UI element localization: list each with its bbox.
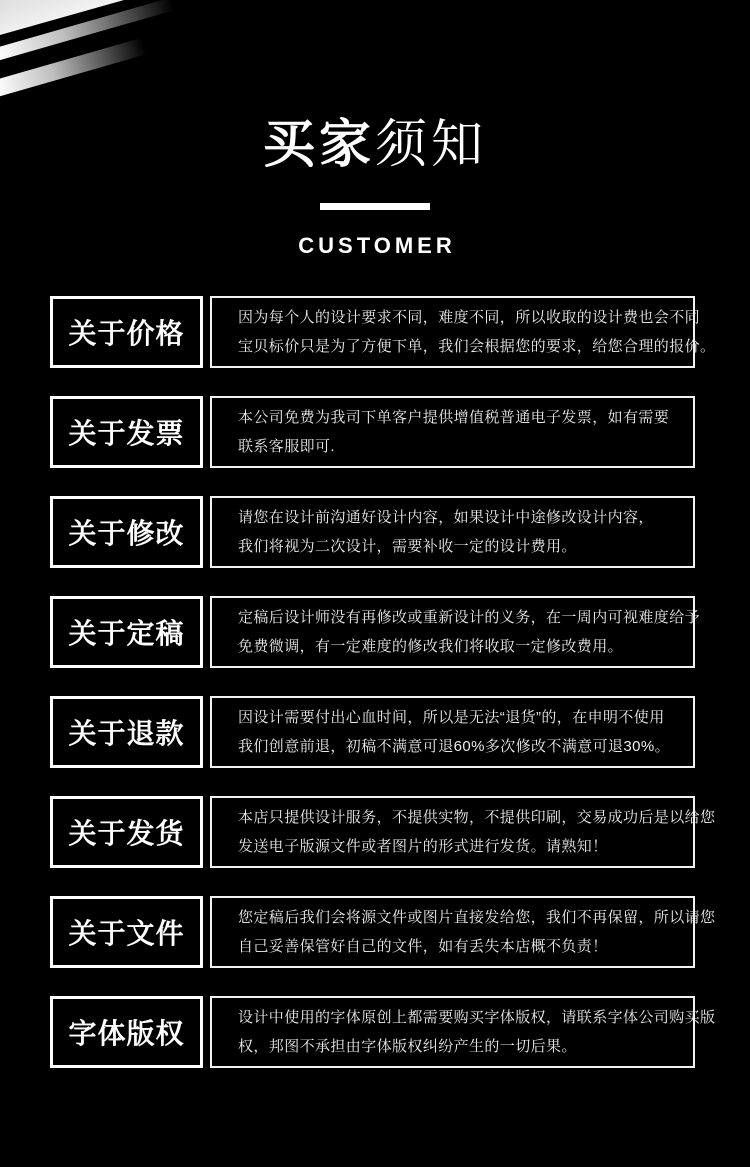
- notice-label-box: [50, 996, 203, 1068]
- notice-text-line: 设计中使用的字体原创上都需要购买字体版权，请联系字体公司购买版: [238, 1009, 716, 1026]
- notice-text-box: [210, 796, 716, 868]
- notice-text-box: [210, 596, 701, 668]
- notice-label: 关于定稿: [68, 618, 185, 649]
- notice-label: 关于发票: [68, 418, 185, 449]
- notice-text-box: [210, 996, 716, 1068]
- notice-row-invoice: [50, 396, 695, 468]
- notice-text-line: 宝贝标价只是为了方便下单，我们会根据您的要求，给您合理的报价。: [238, 338, 716, 355]
- notice-list: [50, 296, 716, 1068]
- notice-text-line: 本店只提供设计服务，不提供实物，不提供印刷，交易成功后是以给您: [238, 809, 716, 826]
- notice-label: 关于文件: [68, 918, 185, 949]
- page-header: [0, 0, 750, 259]
- notice-text-line: 本公司免费为我司下单客户提供增值税普通电子发票，如有需要: [238, 409, 670, 426]
- notice-row-files: [50, 896, 716, 968]
- notice-label: 关于发货: [68, 818, 185, 849]
- notice-label: 关于退款: [68, 718, 185, 749]
- notice-text-line: 免费微调，有一定难度的修改我们将收取一定修改费用。: [238, 638, 624, 655]
- notice-text-box: [210, 696, 695, 768]
- notice-label: 关于修改: [68, 518, 185, 549]
- notice-label-box: [50, 296, 203, 368]
- notice-row-price: [50, 296, 716, 368]
- notice-text-line: 我们将视为二次设计，需要补收一定的设计费用。: [238, 538, 577, 555]
- notice-text-box: [210, 296, 716, 368]
- notice-text-line: 因为每个人的设计要求不同，难度不同，所以收取的设计费也会不同: [238, 309, 701, 326]
- notice-label-box: [50, 696, 203, 768]
- page-title-bold: 买家: [262, 116, 375, 174]
- page-title-light: 须知: [375, 116, 488, 174]
- notice-label-box: [50, 596, 203, 668]
- notice-row-revision: [50, 496, 695, 568]
- page-title: [0, 116, 750, 176]
- notice-text-line: 我们创意前退，初稿不满意可退60%多次修改不满意可退30%。: [238, 738, 671, 755]
- notice-text-box: [210, 396, 695, 468]
- notice-label-box: [50, 396, 203, 468]
- notice-text-line: 联系客服即可.: [238, 438, 335, 455]
- notice-text-line: 请您在设计前沟通好设计内容，如果设计中途修改设计内容，: [238, 509, 654, 526]
- notice-row-refund: [50, 696, 695, 768]
- notice-text-line: 权，邦图不承担由字体版权纠纷产生的一切后果。: [238, 1038, 577, 1055]
- notice-label-box: [50, 796, 203, 868]
- notice-text-line: 您定稿后我们会将源文件或图片直接发给您，我们不再保留，所以请您: [238, 909, 716, 926]
- notice-text-line: 因设计需要付出心血时间，所以是无法“退货”的，在申明不使用: [238, 709, 665, 726]
- title-divider: [320, 203, 430, 210]
- notice-row-delivery: [50, 796, 716, 868]
- notice-text-line: 定稿后设计师没有再修改或重新设计的义务，在一周内可视难度给予: [238, 609, 701, 626]
- notice-text-box: [210, 496, 695, 568]
- notice-row-finalize: [50, 596, 701, 668]
- notice-label-box: [50, 496, 203, 568]
- notice-text-box: [210, 896, 716, 968]
- notice-row-font-copyright: [50, 996, 716, 1068]
- notice-label: 关于价格: [68, 318, 185, 349]
- page-subtitle: CUSTOMER: [298, 232, 456, 258]
- notice-label-box: [50, 896, 203, 968]
- notice-label: 字体版权: [68, 1018, 185, 1049]
- notice-text-line: 自己妥善保管好自己的文件，如有丢失本店概不负责！: [238, 938, 608, 955]
- notice-text-line: 发送电子版源文件或者图片的形式进行发货。请熟知！: [238, 838, 608, 855]
